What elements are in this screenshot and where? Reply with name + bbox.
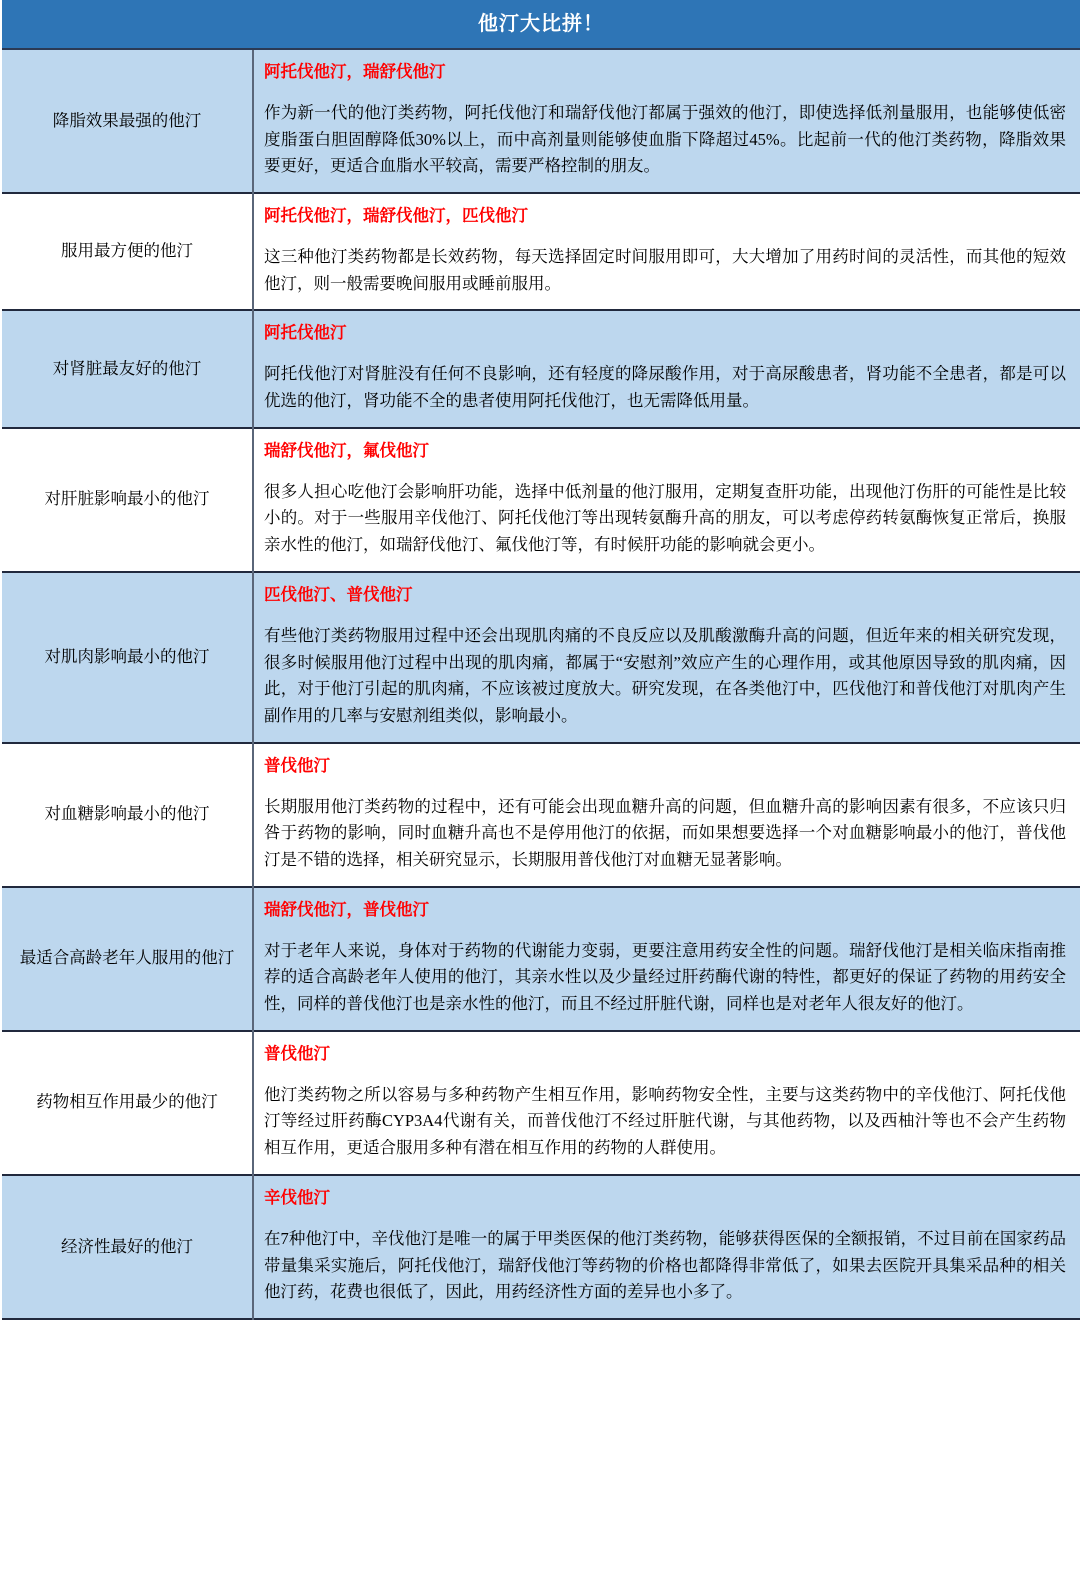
table-row xyxy=(2,887,1080,1031)
category-cell: 对肾脏最友好的他汀 xyxy=(2,310,253,427)
detail-cell xyxy=(253,1031,1080,1175)
description-text: 长期服用他汀类药物的过程中，还有可能会出现血糖升高的问题，但血糖升高的影响因素有很多，不应该只归咎于药物的影响，同时血糖升高也不是停用他汀的依据，而如果想要选择一个对血糖影响最小的他汀，普伐他汀是不错的选择，相关研究显示，长期服用普伐他汀对血糖无显著影响。 xyxy=(264,796,1066,870)
description-text: 阿托伐他汀对肾脏没有任何不良影响，还有轻度的降尿酸作用，对于高尿酸患者，肾功能不全患者，都是可以优选的他汀，肾功能不全的患者使用阿托伐他汀，也无需降低用量。 xyxy=(264,364,1066,411)
category-cell: 对血糖影响最小的他汀 xyxy=(2,743,253,887)
recommended-drugs: 阿托伐他汀，瑞舒伐他汀 xyxy=(264,62,446,81)
recommended-drugs: 阿托伐他汀 xyxy=(264,323,347,343)
table-row xyxy=(2,50,1080,193)
detail-cell xyxy=(253,572,1080,743)
recommended-drugs: 辛伐他汀 xyxy=(264,1187,330,1207)
description-text: 对于老年人来说，身体对于药物的代谢能力变弱，更要注意用药安全性的问题。瑞舒伐他汀是相关临床指南推荐的适合高龄老年人使用的他汀，其亲水性以及少量经过肝药酶代谢的特性，都更好的保证了药物的用药安全性，同样的普伐他汀也是亲水性的他汀，而且不经过肝脏代谢，同样也是对老年人很友好的他汀。 xyxy=(264,940,1066,1014)
table-row xyxy=(2,310,1080,427)
detail-cell xyxy=(253,1175,1080,1319)
detail-cell xyxy=(253,743,1080,887)
table-row xyxy=(2,743,1080,887)
description-text: 他汀类药物之所以容易与多种药物产生相互作用，影响药物安全性，主要与这类药物中的辛伐他汀、阿托伐他汀等经过肝药酶CYP3A4代谢有关，而普伐他汀不经过肝脏代谢，与其他药物，以及西柚汁等也不会产生药物相互作用，更适合服用多种有潜在相互作用的药物的人群使用。 xyxy=(264,1084,1066,1158)
description-text: 很多人担心吃他汀会影响肝功能，选择中低剂量的他汀服用，定期复查肝功能，出现他汀伤肝的可能性是比较小的。对于一些服用辛伐他汀、阿托伐他汀等出现转氨酶升高的朋友，可以考虑停药转氨酶恢复正常后，换服亲水性的他汀，如瑞舒伐他汀、氟伐他汀等，有时候肝功能的影响就会更小。 xyxy=(264,481,1066,555)
detail-cell xyxy=(253,887,1080,1031)
category-cell: 服用最方便的他汀 xyxy=(2,193,253,310)
category-cell: 最适合高龄老年人服用的他汀 xyxy=(2,887,253,1031)
recommended-drugs: 普伐他汀 xyxy=(264,755,330,775)
table-row xyxy=(2,193,1080,310)
description-text: 作为新一代的他汀类药物，阿托伐他汀和瑞舒伐他汀都属于强效的他汀，即使选择低剂量服用，也能够使低密度脂蛋白胆固醇降低30%以上，而中高剂量则能够使血脂下降超过45%。比起前一代的他汀类药物，降脂效果要更好，更适合血脂水平较高，需要严格控制的朋友。 xyxy=(264,102,1066,176)
table-row xyxy=(2,572,1080,743)
detail-cell xyxy=(253,50,1080,193)
category-cell: 药物相互作用最少的他汀 xyxy=(2,1031,253,1175)
table-row xyxy=(2,428,1080,572)
page-title: 他汀大比拼！ xyxy=(478,13,604,35)
table-body xyxy=(2,50,1080,1319)
category-cell: 经济性最好的他汀 xyxy=(2,1175,253,1319)
description-text: 这三种他汀类药物都是长效药物，每天选择固定时间服用即可，大大增加了用药时间的灵活性，而其他的短效他汀，则一般需要晚间服用或睡前服用。 xyxy=(264,247,1066,293)
category-cell: 对肝脏影响最小的他汀 xyxy=(2,428,253,572)
table-row xyxy=(2,1175,1080,1319)
recommended-drugs: 普伐他汀 xyxy=(264,1043,330,1063)
recommended-drugs: 匹伐他汀、普伐他汀 xyxy=(264,584,413,604)
title-banner xyxy=(2,0,1080,50)
recommended-drugs: 瑞舒伐他汀，氟伐他汀 xyxy=(264,440,429,460)
recommended-drugs: 阿托伐他汀，瑞舒伐他汀，匹伐他汀 xyxy=(264,206,528,226)
detail-cell xyxy=(253,193,1080,310)
category-cell: 对肌肉影响最小的他汀 xyxy=(2,572,253,743)
detail-cell xyxy=(253,428,1080,572)
statin-comparison-table xyxy=(2,50,1080,1320)
table-row xyxy=(2,1031,1080,1175)
category-cell: 降脂效果最强的他汀 xyxy=(2,50,253,193)
recommended-drugs: 瑞舒伐他汀，普伐他汀 xyxy=(264,899,429,919)
detail-cell xyxy=(253,310,1080,427)
description-text: 在7种他汀中，辛伐他汀是唯一的属于甲类医保的他汀类药物，能够获得医保的全额报销，不过目前在国家药品带量集采实施后，阿托伐他汀，瑞舒伐他汀等药物的价格也都降得非常低了，如果去医院开具集采品种的相关他汀药，花费也很低了，因此，用药经济性方面的差异也小多了。 xyxy=(264,1228,1066,1302)
description-text: 有些他汀类药物服用过程中还会出现肌肉痛的不良反应以及肌酸激酶升高的问题，但近年来的相关研究发现，很多时候服用他汀过程中出现的肌肉痛，都属于“安慰剂”效应产生的心理作用，或其他原因导致的肌肉痛，因此，对于他汀引起的肌肉痛，不应该被过度放大。研究发现，在各类他汀中，匹伐他汀和普伐他汀对肌肉产生副作用的几率与安慰剂组类似，影响最小。 xyxy=(264,625,1066,725)
